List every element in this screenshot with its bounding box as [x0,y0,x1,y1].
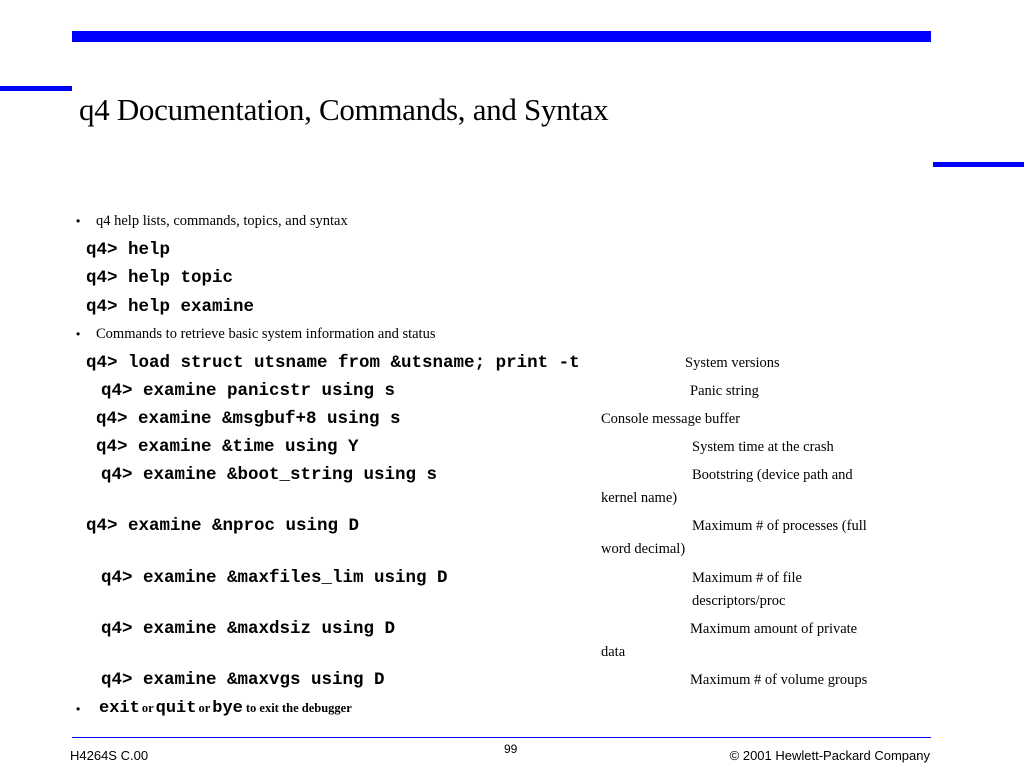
command-boot-string: q4> examine &boot_string using s [101,465,438,485]
bullet-marker: • [76,214,81,228]
desc-nproc-line2: word decimal) [601,541,686,557]
help-examine-command: q4> help examine [86,297,255,317]
command-time: q4> examine &time using Y [96,437,359,457]
desc-maxfiles-line2: descriptors/proc [692,593,786,609]
command-msgbuf: q4> examine &msgbuf+8 using s [96,409,401,429]
desc-boot-string-line2: kernel name) [601,490,678,506]
desc-maxfiles-line1: Maximum # of file [692,570,802,586]
command-maxfiles-lim: q4> examine &maxfiles_lim using D [101,568,448,588]
footer-course-code: H4264S C.00 [70,748,149,763]
bullet-text: Commands to retrieve basic system information and status [96,326,436,342]
desc-maxvgs: Maximum # of volume groups [690,672,868,688]
left-accent-bar [0,86,72,91]
desc-maxdsiz-line1: Maximum amount of private [690,621,858,637]
desc-msgbuf: Console message buffer [601,411,741,427]
footer-copyright: © 2001 Hewlett-Packard Company [729,748,930,763]
quit-keyword: quit [155,699,197,718]
desc-boot-string-line1: Bootstring (device path and [692,467,853,483]
help-topic-command: q4> help topic [86,268,234,288]
command-nproc: q4> examine &nproc using D [86,516,360,536]
desc-nproc-line1: Maximum # of processes (full [692,518,867,534]
or-text: or [198,701,211,715]
desc-time: System time at the crash [692,439,834,455]
slide-title: q4 Documentation, Commands, and Syntax [79,92,609,127]
footer-page-number: 99 [504,742,518,756]
or-text: or [141,701,154,715]
desc-maxdsiz-line2: data [601,644,626,660]
bullet-text: q4 help lists, commands, topics, and syntax [96,213,348,229]
help-command: q4> help [86,240,171,260]
exit-keyword: exit [99,699,140,718]
footer-rule [72,737,931,738]
bullet-marker: • [76,327,81,341]
bye-keyword: bye [212,699,243,718]
desc-panicstr: Panic string [690,383,759,399]
bullet-marker: • [76,702,81,716]
command-panicstr: q4> examine panicstr using s [101,381,396,401]
exit-description: to exit the debugger [245,701,352,715]
command-utsname: q4> load struct utsname from &utsname; print -t [86,353,580,373]
command-maxdsiz: q4> examine &maxdsiz using D [101,619,396,639]
desc-utsname: System versions [685,355,780,371]
command-maxvgs: q4> examine &maxvgs using D [101,670,385,690]
right-accent-bar [933,162,1024,167]
top-accent-bar [72,31,931,42]
